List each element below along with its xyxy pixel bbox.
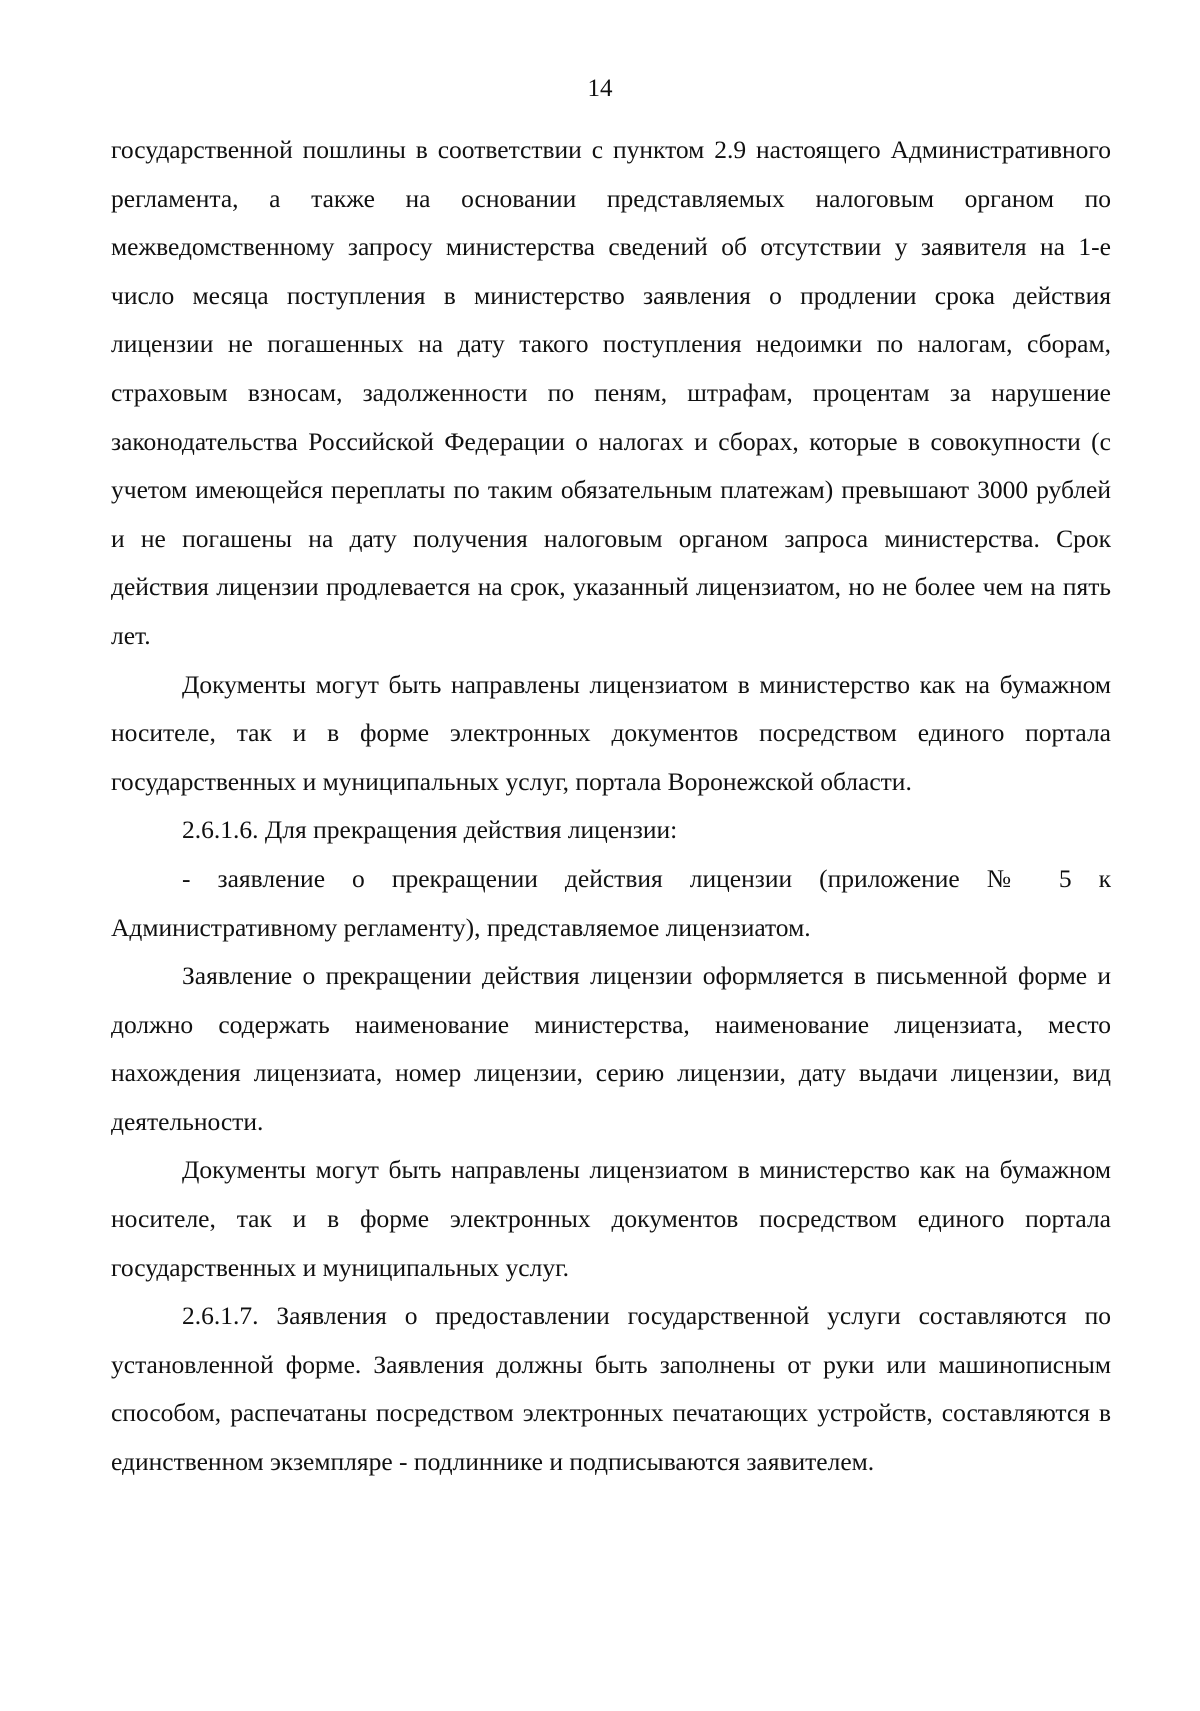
document-body (111, 126, 1111, 1487)
paragraph-7: 2.6.1.7. Заявления о предоставлении государственной услуги составляются по установленной форме. Заявления должны быть заполнены от руки или машинописным способом, распечатаны посредством электронных печатающих устройств, составляются в единственном экземпляре - подлиннике и подписываются заявителем. (111, 1301, 1111, 1477)
paragraph-6: Документы могут быть направлены лицензиатом в министерство как на бумажном носителе, так и в форме электронных документов посредством единого портала государственных и муниципальных услуг. (111, 1155, 1111, 1282)
paragraph-3: 2.6.1.6. Для прекращения действия лицензии: (182, 815, 678, 845)
paragraph-2: Документы могут быть направлены лицензиатом в министерство как на бумажном носителе, так и в форме электронных документов посредством единого портала государственных и муниципальных услуг, портала Воронежской области. (111, 669, 1111, 796)
paragraph-1: государственной пошлины в соответствии с пунктом 2.9 настоящего Административного регламента, а также на основании представляемых налоговым органом по межведомственному запросу министерства сведений об отсутствии у заявителя на 1-е число месяца поступления в министерство заявления о продлении срока действия лицензии не погашенных на дату такого поступления недоимки по налогам, сборам, страховым взносам, задолженности по пеням, штрафам, процентам за нарушение законодательства Российской Федерации о налогах и сборах, которые в совокупности (с учетом имеющейся переплаты по таким обязательным платежам) превышают 3000 рублей и не погашены на дату получения налоговым органом запроса министерства. Срок действия лицензии продлевается на срок, указанный лицензиатом, но не более чем на пять лет. (111, 135, 1111, 650)
paragraph-4: - заявление о прекращении действия лицензии (приложение № 5 к Административному регламенту), представляемое лицензиатом. (111, 863, 1111, 942)
page-number: 14 (587, 75, 613, 102)
paragraph-5: Заявление о прекращении действия лицензии оформляется в письменной форме и должно содержать наименование министерства, наименование лицензиата, место нахождения лицензиата, номер лицензии, серию лицензии, дату выдачи лицензии, вид деятельности. (111, 961, 1111, 1136)
